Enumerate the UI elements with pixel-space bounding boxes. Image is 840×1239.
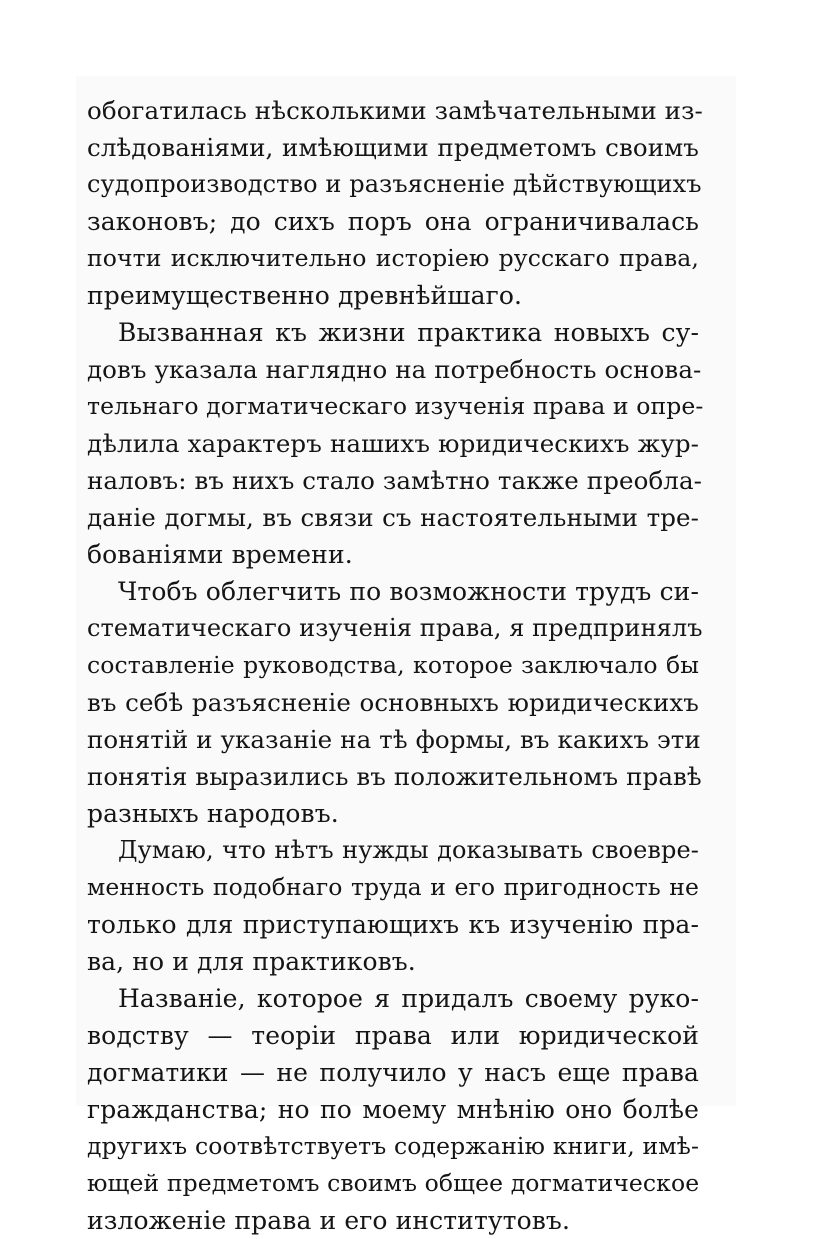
- text-line: въ себѣ разъясненіе основныхъ юридическихъ: [87, 688, 699, 717]
- paragraph-3: [87, 573, 703, 832]
- text-line: Названіе, которое я придалъ своему руко-: [118, 984, 699, 1013]
- paragraph-5: [87, 980, 699, 1239]
- text-line: Чтобъ облегчить по возможности трудъ си-: [118, 577, 699, 606]
- text-line: обогатилась нѣсколькими замѣчательными из-: [87, 96, 703, 125]
- paragraph-4: [87, 832, 699, 980]
- text-line: тельнаго догматическаго изученія права и опре-: [87, 392, 704, 420]
- text-line: даніе догмы, въ связи съ настоятельными тре-: [87, 503, 699, 532]
- body-text: [87, 92, 704, 1239]
- text-line: слѣдованіями, имѣющими предметомъ своимъ: [87, 133, 699, 162]
- text-line: догматики — не получило у насъ еще права: [87, 1058, 699, 1087]
- text-line: судопроизводство и разъясненіе дѣйствующихъ: [87, 170, 702, 198]
- text-line: составленіе руководства, которое заключало бы: [87, 651, 699, 679]
- text-line: наловъ: въ нихъ стало замѣтно также преобла-: [87, 466, 703, 495]
- text-line: Думаю, что нѣтъ нужды доказывать своевре-: [118, 836, 699, 864]
- text-line: Вызванная къ жизни практика новыхъ су-: [118, 318, 699, 347]
- text-line: дѣлила характеръ нашихъ юридическихъ жур-: [87, 429, 699, 458]
- text-line: только для приступающихъ къ изученію пра-: [87, 910, 699, 939]
- text-line: разныхъ народовъ.: [87, 799, 339, 828]
- text-line: довъ указала наглядно на потребность основа-: [87, 355, 702, 384]
- paragraph-1: [87, 92, 703, 314]
- text-line: стематическаго изученія права, я предпринялъ: [87, 614, 703, 642]
- text-line: преимущественно древнѣйшаго.: [87, 281, 523, 310]
- text-line: законовъ; до сихъ поръ она ограничивалась: [87, 207, 699, 236]
- text-line: ва, но и для практиковъ.: [87, 947, 416, 976]
- text-line: другихъ соотвѣтствуетъ содержанію книги, имѣ-: [87, 1132, 699, 1160]
- text-line: водству — теоріи права или юридической: [87, 1021, 699, 1050]
- text-line: менность подобнаго труда и его пригодность не: [87, 873, 699, 901]
- text-line: почти исключительно исторіею русскаго права,: [87, 244, 699, 272]
- paragraph-2: [87, 314, 704, 573]
- text-line: понятія выразились въ положительномъ правѣ: [87, 762, 702, 791]
- text-line: изложеніе права и его институтовъ.: [87, 1206, 570, 1235]
- text-line: ющей предметомъ своимъ общее догматическое: [87, 1169, 700, 1197]
- text-line: бованіями времени.: [87, 540, 353, 569]
- text-line: понятій и указаніе на тѣ формы, въ какихъ эти: [87, 725, 701, 754]
- text-line: гражданства; но по моему мнѣнію оно болѣе: [87, 1095, 699, 1124]
